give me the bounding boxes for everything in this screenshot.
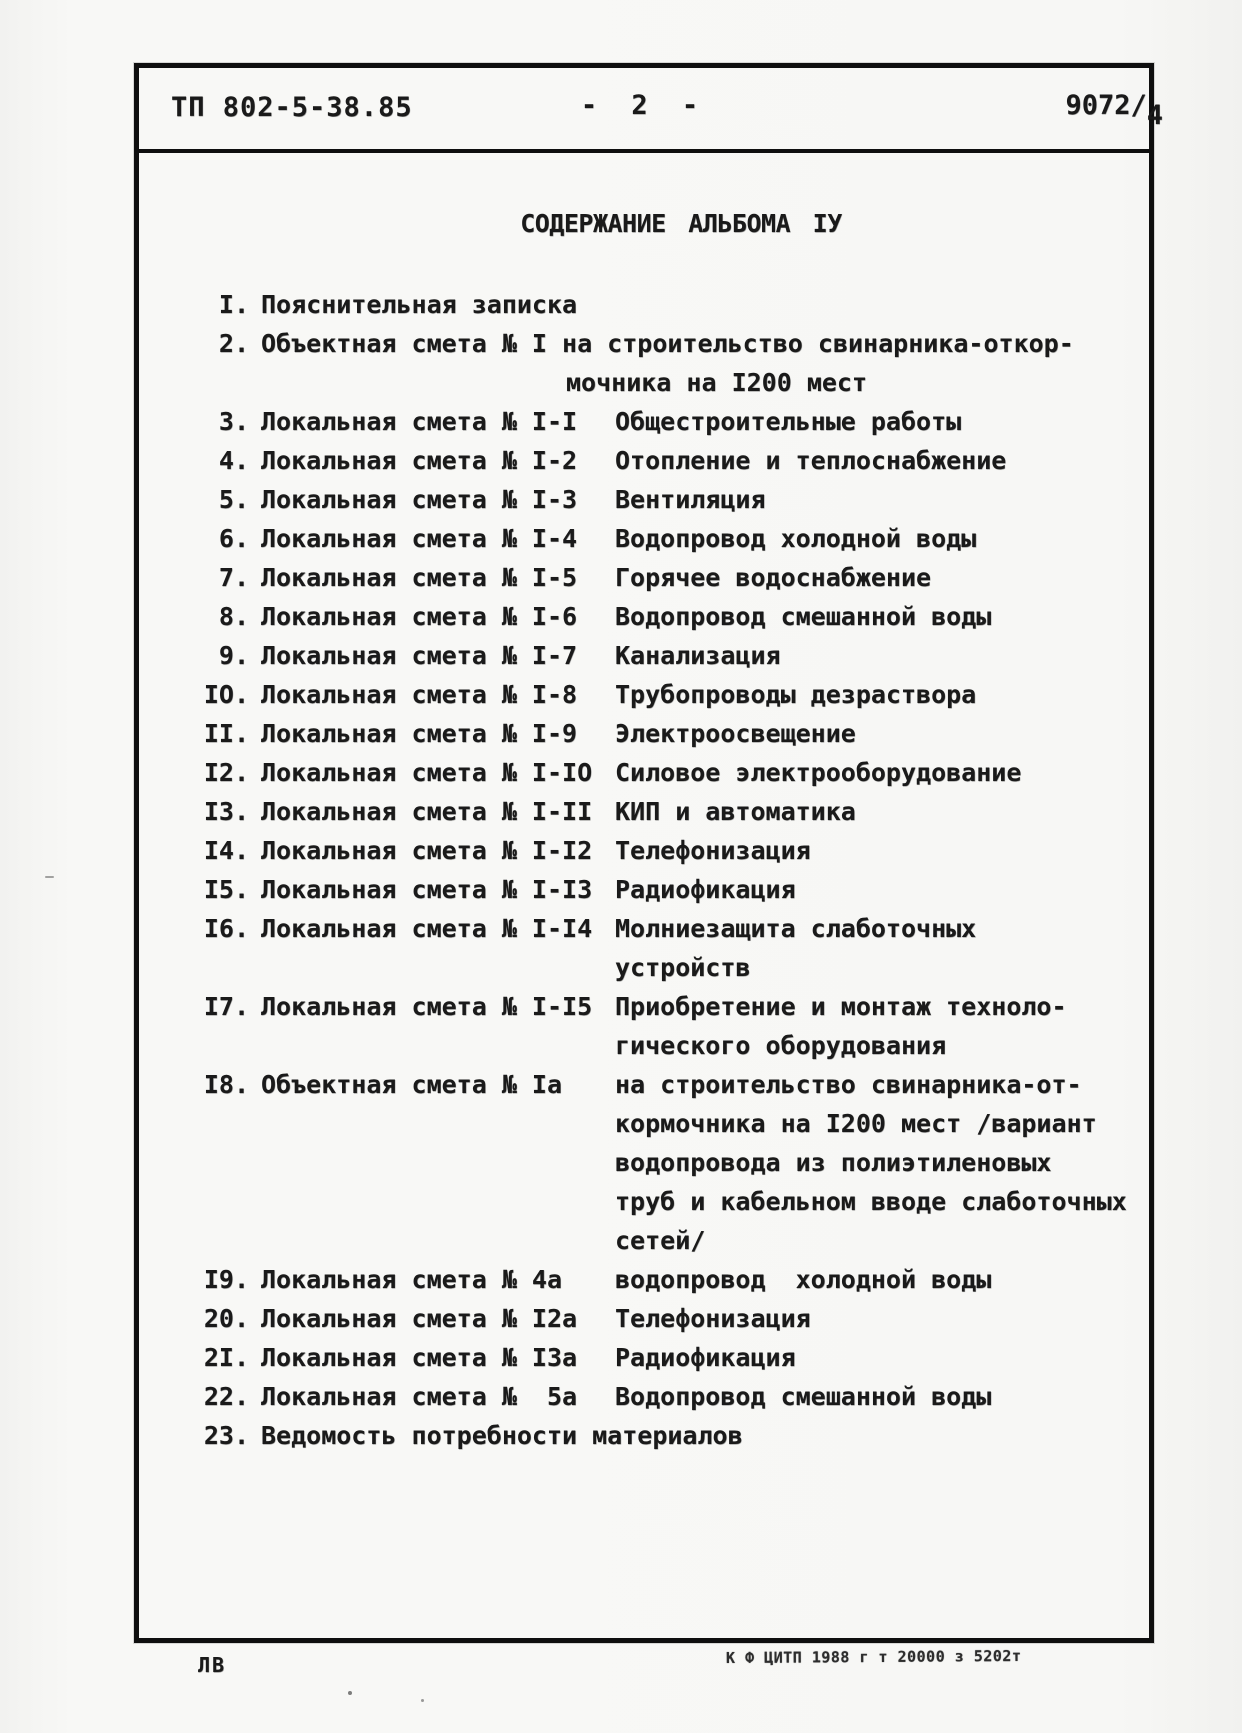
toc-row — [199, 680, 1149, 719]
toc-item-description: труб и кабельном вводе слаботочных — [615, 1187, 1127, 1216]
toc-item-description: Молниезащита слаботочных — [615, 914, 977, 943]
toc-item-number: 20. — [203, 1304, 249, 1333]
toc-item-title: Локальная смета № I-3 — [261, 485, 578, 514]
toc-row — [199, 563, 1149, 602]
toc-item-title: Локальная смета № I-I2 — [261, 836, 593, 865]
executor-initials: ЛВ — [198, 1653, 227, 1677]
toc-row — [199, 953, 1149, 992]
toc-item-description: Водопровод смешанной воды — [615, 1382, 992, 1411]
toc-row — [199, 992, 1149, 1031]
toc-item-description: водопровода из полиэтиленовых — [615, 1148, 1052, 1177]
toc-row — [199, 1226, 1149, 1265]
toc-item-number: I2. — [203, 758, 249, 787]
toc-item-number: 4. — [218, 446, 249, 475]
toc-item-number: 3. — [218, 407, 249, 436]
sheet-code — [1065, 90, 1163, 131]
toc-item-number: I4. — [203, 836, 249, 865]
scan-speck — [421, 1699, 424, 1702]
sheet-code-denominator: 4 — [1146, 100, 1163, 131]
toc-row — [199, 407, 1149, 446]
page-number: - 2 - — [580, 90, 708, 121]
toc-item-description: Горячее водоснабжение — [615, 563, 932, 592]
toc-item-title: Объектная смета № Iа — [261, 1070, 563, 1099]
toc-row — [199, 329, 1149, 368]
toc-item-title: Локальная смета № I-I — [261, 407, 578, 436]
page-title: СОДЕРЖАНИЕ АЛЬБОМА IУ — [520, 209, 842, 238]
toc-item-number: 6. — [218, 524, 249, 553]
toc-row — [199, 1421, 1149, 1460]
toc-row — [199, 485, 1149, 524]
toc-item-number: 2I. — [203, 1343, 249, 1372]
toc-row — [199, 290, 1149, 329]
toc-item-number: 2. — [218, 329, 249, 358]
toc-item-title: Локальная смета № I-5 — [261, 563, 578, 592]
toc-row — [199, 719, 1149, 758]
toc-item-number: I8. — [203, 1070, 249, 1099]
toc-item-title: Локальная смета № I3а — [261, 1343, 578, 1372]
toc-item-description: Приобретение и монтаж техноло- — [615, 992, 1067, 1021]
toc-item-number: I. — [218, 290, 249, 319]
toc-item-description: Вентиляция — [615, 485, 766, 514]
toc-item-title: Локальная смета № I-I3 — [261, 875, 593, 904]
toc-item-title: Локальная смета № 5а — [261, 1382, 578, 1411]
toc-row — [199, 875, 1149, 914]
toc-item-number: 9. — [218, 641, 249, 670]
toc-item-title: Локальная смета № I-7 — [261, 641, 578, 670]
toc-item-description: гического оборудования — [615, 1031, 947, 1060]
toc-item-number: I6. — [203, 914, 249, 943]
toc-item-description: устройств — [615, 953, 751, 982]
toc-item-title: Локальная смета № I-I4 — [261, 914, 593, 943]
toc-item-title: Локальная смета № I-IO — [261, 758, 593, 787]
toc-row — [199, 524, 1149, 563]
toc-item-number: I5. — [203, 875, 249, 904]
toc-item-title: Пояснительная записка — [261, 290, 578, 319]
toc-item-description: Канализация — [615, 641, 781, 670]
toc-row — [199, 1148, 1149, 1187]
toc-item-description: Радиофикация — [615, 1343, 796, 1372]
toc-row — [199, 1070, 1149, 1109]
toc-item-description: Общестроительные работы — [615, 407, 962, 436]
toc-item-title: мочника на I200 мест — [566, 368, 868, 397]
page-header — [139, 68, 1163, 153]
toc-item-description: Водопровод смешанной воды — [615, 602, 992, 631]
toc-item-number: I7. — [203, 992, 249, 1021]
toc-item-number: IO. — [203, 680, 249, 709]
toc-row — [199, 1304, 1149, 1343]
toc-item-title: Локальная смета № 4а — [261, 1265, 563, 1294]
toc-item-title: Локальная смета № I2а — [261, 1304, 578, 1333]
toc-item-description: Электроосвещение — [615, 719, 856, 748]
toc-row — [199, 797, 1149, 836]
toc-item-title: Объектная смета № I на строительство свинарника-откор- — [261, 329, 1074, 358]
toc-row — [199, 641, 1149, 680]
toc-item-number: I3. — [203, 797, 249, 826]
toc-item-number: 23. — [203, 1421, 249, 1450]
toc-item-title: Локальная смета № I-6 — [261, 602, 578, 631]
toc-item-number: II. — [203, 719, 249, 748]
toc-item-title: Локальная смета № I-I5 — [261, 992, 593, 1021]
toc-item-title: Локальная смета № I-II — [261, 797, 593, 826]
document-code: ТП 802-5-38.85 — [171, 92, 413, 123]
toc-row — [199, 1031, 1149, 1070]
toc-row — [199, 446, 1149, 485]
toc-list — [199, 290, 1149, 1460]
toc-item-description: Силовое электрооборудование — [615, 758, 1022, 787]
toc-item-description: кормочника на I200 мест /вариант — [615, 1109, 1097, 1138]
toc-item-title: Локальная смета № I-9 — [261, 719, 578, 748]
toc-item-title: Локальная смета № I-4 — [261, 524, 578, 553]
toc-item-title: Локальная смета № I-8 — [261, 680, 578, 709]
toc-item-description: сетей/ — [615, 1226, 706, 1255]
toc-item-title: Локальная смета № I-2 — [261, 446, 578, 475]
toc-row — [199, 602, 1149, 641]
toc-row — [199, 836, 1149, 875]
toc-item-number: 5. — [218, 485, 249, 514]
scan-speck — [45, 876, 54, 878]
toc-row — [199, 1265, 1149, 1304]
toc-row — [199, 1187, 1149, 1226]
toc-item-description: КИП и автоматика — [615, 797, 856, 826]
toc-row — [199, 368, 1149, 407]
toc-item-description: Отопление и теплоснабжение — [615, 446, 1007, 475]
toc-item-number: 22. — [203, 1382, 249, 1411]
toc-item-description: Водопровод холодной воды — [615, 524, 977, 553]
toc-row — [199, 1382, 1149, 1421]
toc-item-number: 8. — [218, 602, 249, 631]
page-border-frame — [134, 63, 1163, 1643]
toc-item-description: на строительство свинарника-от- — [615, 1070, 1082, 1099]
toc-row — [199, 758, 1149, 797]
toc-item-description: Телефонизация — [615, 1304, 811, 1333]
toc-item-number: I9. — [203, 1265, 249, 1294]
toc-item-description: Радиофикация — [615, 875, 796, 904]
toc-item-description: Трубопроводы дезраствора — [615, 680, 977, 709]
toc-item-description: Телефонизация — [615, 836, 811, 865]
toc-item-description: водопровод холодной воды — [615, 1265, 992, 1294]
print-shop-note: К Ф ЦИТП 1988 г т 20000 з 5202т — [725, 1646, 1022, 1668]
toc-row — [199, 1109, 1149, 1148]
sheet-code-numerator: 9072/ — [1065, 90, 1147, 121]
toc-item-title: Ведомость потребности материалов — [261, 1421, 743, 1450]
scan-speck — [348, 1691, 352, 1695]
toc-item-number: 7. — [218, 563, 249, 592]
toc-row — [199, 914, 1149, 953]
toc-row — [199, 1343, 1149, 1382]
